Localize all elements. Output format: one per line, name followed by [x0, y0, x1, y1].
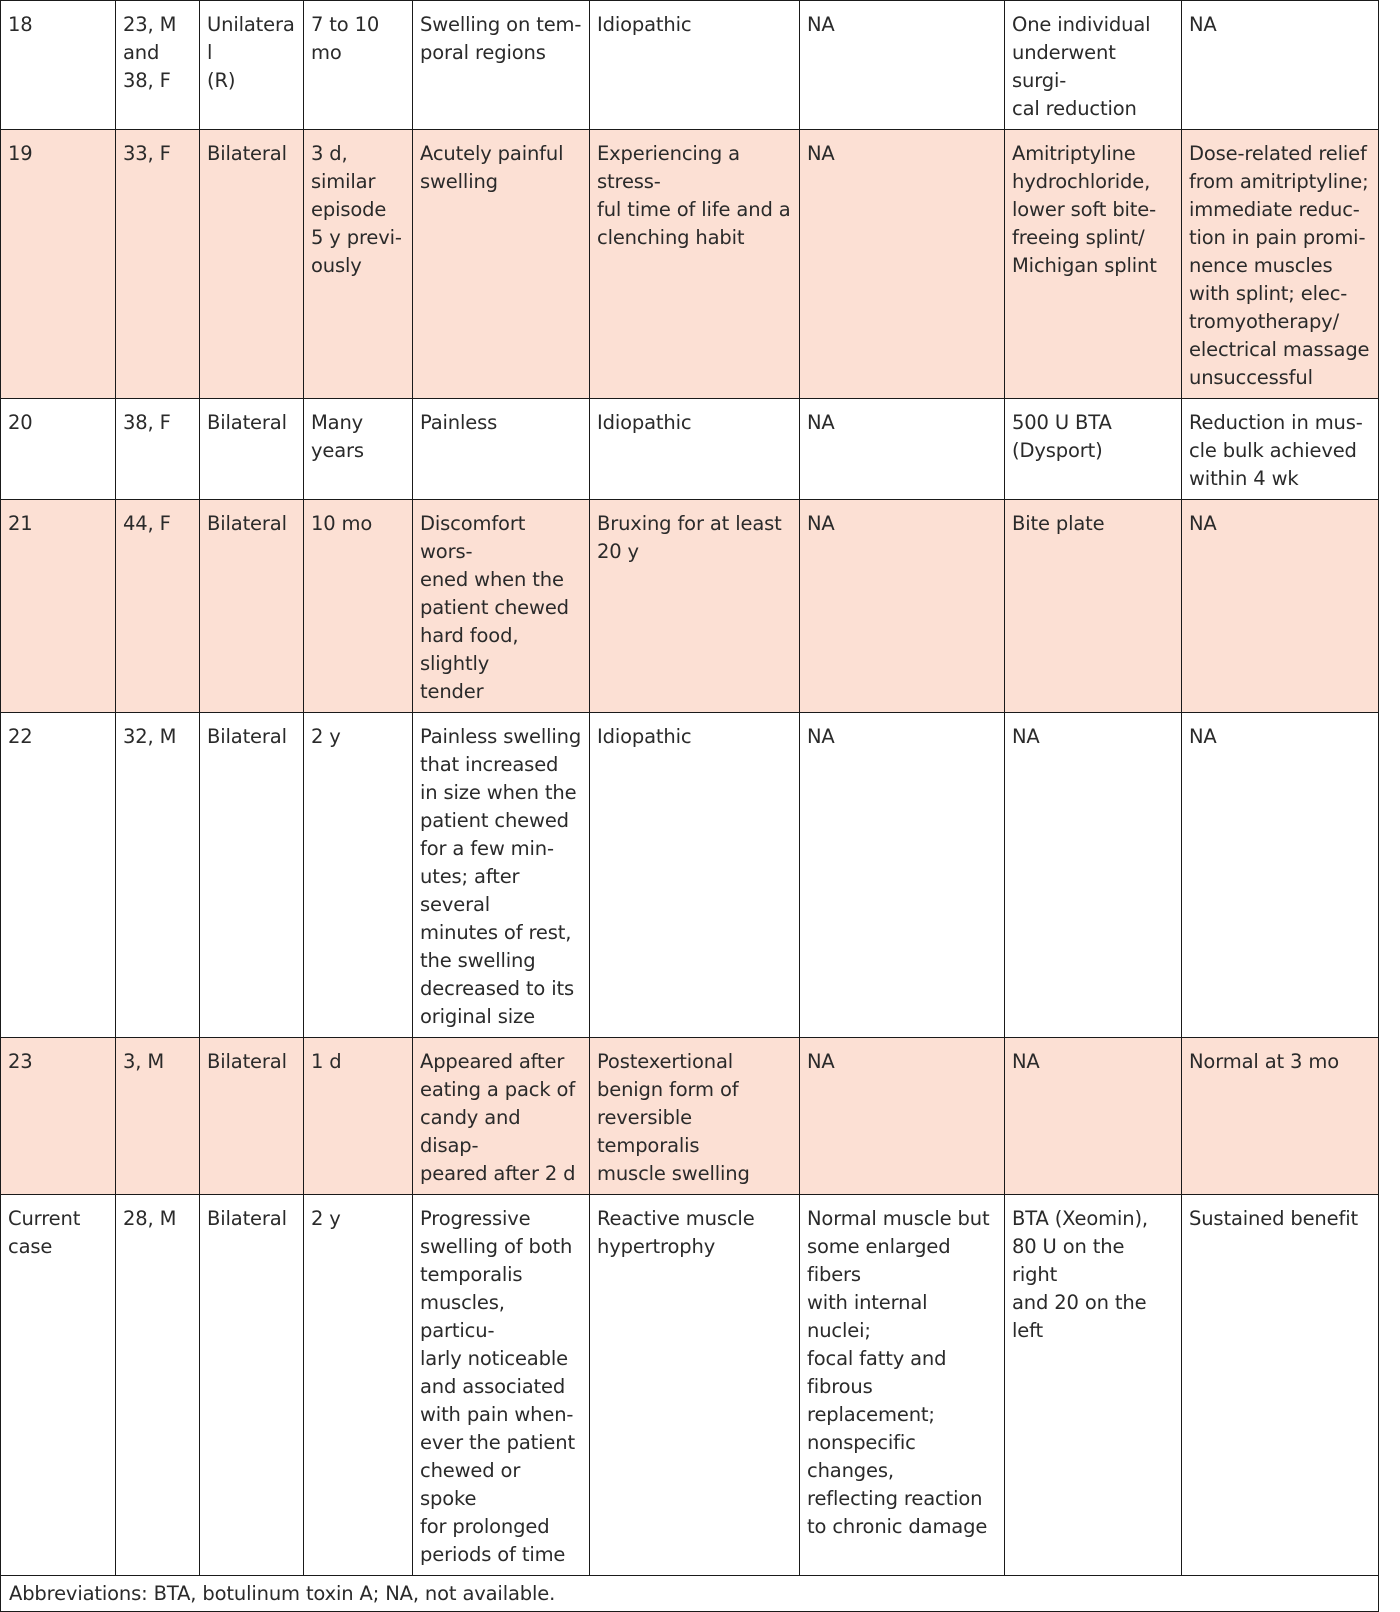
etiology-cell: Experiencing a stress- ful time of life and a clenching habit	[590, 130, 800, 399]
laterality-cell: Bilateral	[200, 713, 304, 1038]
case-number-cell: 21	[1, 500, 116, 713]
case-number-cell: 20	[1, 399, 116, 500]
laterality-cell: Bilateral	[200, 1038, 304, 1195]
treatment-cell: NA	[1005, 713, 1182, 1038]
case-number-cell: 19	[1, 130, 116, 399]
histology-cell: NA	[800, 500, 1005, 713]
case-number-cell: Current case	[1, 1195, 116, 1576]
outcome-cell: NA	[1182, 713, 1379, 1038]
age-sex-cell: 3, M	[116, 1038, 200, 1195]
table-row	[1, 1038, 1379, 1195]
age-sex-cell: 28, M	[116, 1195, 200, 1576]
table-row	[1, 1, 1379, 130]
table-row	[1, 1195, 1379, 1576]
duration-cell: 1 d	[304, 1038, 413, 1195]
laterality-cell: Bilateral	[200, 1195, 304, 1576]
duration-cell: Many years	[304, 399, 413, 500]
presentation-cell: Painless swelling that increased in size when the patient chewed for a few min- utes; after several minutes of rest, the swelling decreased to its original size	[413, 713, 590, 1038]
treatment-cell: BTA (Xeomin), 80 U on the right and 20 on the left	[1005, 1195, 1182, 1576]
outcome-cell: NA	[1182, 1, 1379, 130]
age-sex-cell: 32, M	[116, 713, 200, 1038]
outcome-cell: Sustained benefit	[1182, 1195, 1379, 1576]
histology-cell: NA	[800, 130, 1005, 399]
presentation-cell: Appeared after eating a pack of candy and disap- peared after 2 d	[413, 1038, 590, 1195]
presentation-cell: Progressive swelling of both temporalis muscles, particu- larly noticeable and associated with pain when- ever the patient chewed or spoke for prolonged periods of time	[413, 1195, 590, 1576]
duration-cell: 2 y	[304, 713, 413, 1038]
case-table-body	[1, 1, 1379, 1576]
etiology-cell: Bruxing for at least 20 y	[590, 500, 800, 713]
table-row	[1, 713, 1379, 1038]
histology-cell: NA	[800, 1038, 1005, 1195]
treatment-cell: NA	[1005, 1038, 1182, 1195]
table-row	[1, 500, 1379, 713]
abbreviations-footnote: Abbreviations: BTA, botulinum toxin A; NA, not available.	[1, 1576, 1379, 1612]
outcome-cell: Reduction in mus- cle bulk achieved within 4 wk	[1182, 399, 1379, 500]
outcome-cell: Normal at 3 mo	[1182, 1038, 1379, 1195]
histology-cell: NA	[800, 399, 1005, 500]
presentation-cell: Discomfort wors- ened when the patient chewed hard food, slightly tender	[413, 500, 590, 713]
table-row	[1, 399, 1379, 500]
laterality-cell: Bilateral	[200, 399, 304, 500]
table-row	[1, 130, 1379, 399]
presentation-cell: Acutely painful swelling	[413, 130, 590, 399]
treatment-cell: Amitriptyline hydrochloride, lower soft bite- freeing splint/ Michigan splint	[1005, 130, 1182, 399]
treatment-cell: 500 U BTA (Dysport)	[1005, 399, 1182, 500]
etiology-cell: Idiopathic	[590, 399, 800, 500]
histology-cell: Normal muscle but some enlarged fibers with internal nuclei; focal fatty and fibrous replacement; nonspecific changes, reflecting reaction to chronic damage	[800, 1195, 1005, 1576]
histology-cell: NA	[800, 713, 1005, 1038]
case-number-cell: 18	[1, 1, 116, 130]
etiology-cell: Postexertional benign form of reversible temporalis muscle swelling	[590, 1038, 800, 1195]
age-sex-cell: 33, F	[116, 130, 200, 399]
laterality-cell: Bilateral	[200, 130, 304, 399]
duration-cell: 10 mo	[304, 500, 413, 713]
outcome-cell: Dose-related relief from amitriptyline; immediate reduc- tion in pain promi- nence muscles with splint; elec- tromyotherapy/ electrical massage unsuccessful	[1182, 130, 1379, 399]
treatment-cell: One individual underwent surgi- cal reduction	[1005, 1, 1182, 130]
age-sex-cell: 23, M and 38, F	[116, 1, 200, 130]
age-sex-cell: 38, F	[116, 399, 200, 500]
presentation-cell: Painless	[413, 399, 590, 500]
etiology-cell: Idiopathic	[590, 713, 800, 1038]
age-sex-cell: 44, F	[116, 500, 200, 713]
duration-cell: 7 to 10 mo	[304, 1, 413, 130]
etiology-cell: Idiopathic	[590, 1, 800, 130]
laterality-cell: Unilateral (R)	[200, 1, 304, 130]
duration-cell: 2 y	[304, 1195, 413, 1576]
presentation-cell: Swelling on tem- poral regions	[413, 1, 590, 130]
treatment-cell: Bite plate	[1005, 500, 1182, 713]
outcome-cell: NA	[1182, 500, 1379, 713]
case-number-cell: 23	[1, 1038, 116, 1195]
duration-cell: 3 d, similar episode 5 y previ- ously	[304, 130, 413, 399]
etiology-cell: Reactive muscle hypertrophy	[590, 1195, 800, 1576]
histology-cell: NA	[800, 1, 1005, 130]
laterality-cell: Bilateral	[200, 500, 304, 713]
case-number-cell: 22	[1, 713, 116, 1038]
